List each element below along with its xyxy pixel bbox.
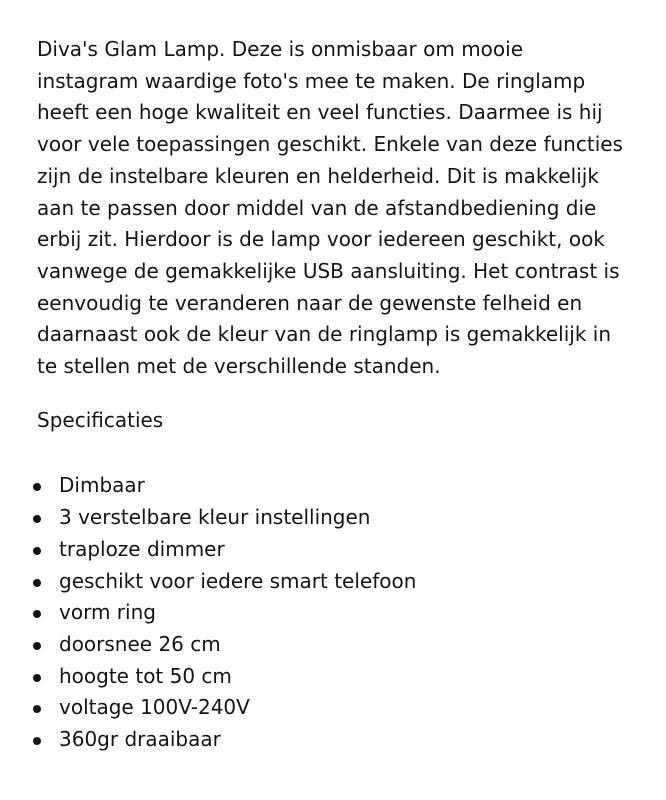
list-item <box>37 502 636 534</box>
spec-text: doorsnee 26 cm <box>59 631 221 656</box>
description-line: daarnaast ook de kleur van de ringlamp is gemakkelijk in <box>37 322 612 347</box>
list-item <box>37 470 636 502</box>
bullet-dot-icon <box>33 705 41 713</box>
spec-text: voltage 100V-240V <box>59 695 250 720</box>
list-item <box>37 566 636 598</box>
list-item <box>37 724 636 756</box>
spec-text: traploze dimmer <box>59 536 225 561</box>
spec-text: 360gr draaibaar <box>59 727 221 752</box>
description-line: heeft een hoge kwaliteit en veel functies. Daarmee is hij <box>37 100 603 125</box>
specifications-heading: Specificaties <box>37 407 164 432</box>
description-line: erbij zit. Hierdoor is de lamp voor iedereen geschikt, ook <box>37 227 605 252</box>
bullet-dot-icon <box>33 579 41 587</box>
spec-text: geschikt voor iedere smart telefoon <box>59 568 417 593</box>
spec-text: Dimbaar <box>59 473 145 498</box>
bullet-dot-icon <box>33 610 41 618</box>
list-item <box>37 534 636 566</box>
bullet-dot-icon <box>33 515 41 523</box>
description-line: Diva's Glam Lamp. Deze is onmisbaar om mooie <box>37 37 524 61</box>
spec-text: 3 verstelbare kleur instellingen <box>59 505 371 530</box>
description-line: eenvoudig te veranderen naar de gewenste felheid en <box>37 290 583 315</box>
description-line: instagram waardige foto's mee te maken. De ringlamp <box>37 68 586 93</box>
description-line: te stellen met de verschillende standen. <box>37 354 441 379</box>
bullet-dot-icon <box>33 642 41 650</box>
list-item <box>37 661 636 693</box>
bullet-dot-icon <box>33 483 41 491</box>
list-item <box>37 597 636 629</box>
specifications-list <box>37 470 636 755</box>
spec-text: hoogte tot 50 cm <box>59 663 232 688</box>
list-item <box>37 692 636 724</box>
description-line: voor vele toepassingen geschikt. Enkele van deze functies <box>37 132 623 157</box>
bullet-dot-icon <box>33 737 41 745</box>
product-description-paragraph <box>37 34 636 383</box>
list-item <box>37 629 636 661</box>
bullet-dot-icon <box>33 547 41 555</box>
description-line: aan te passen door middel van de afstandbediening die <box>37 195 597 220</box>
description-line: vanwege de gemakkelijke USB aansluiting. Het contrast is <box>37 258 620 283</box>
bullet-dot-icon <box>33 674 41 682</box>
description-line: zijn de instelbare kleuren en helderheid. Dit is makkelijk <box>37 163 599 188</box>
spec-text: vorm ring <box>59 600 156 625</box>
